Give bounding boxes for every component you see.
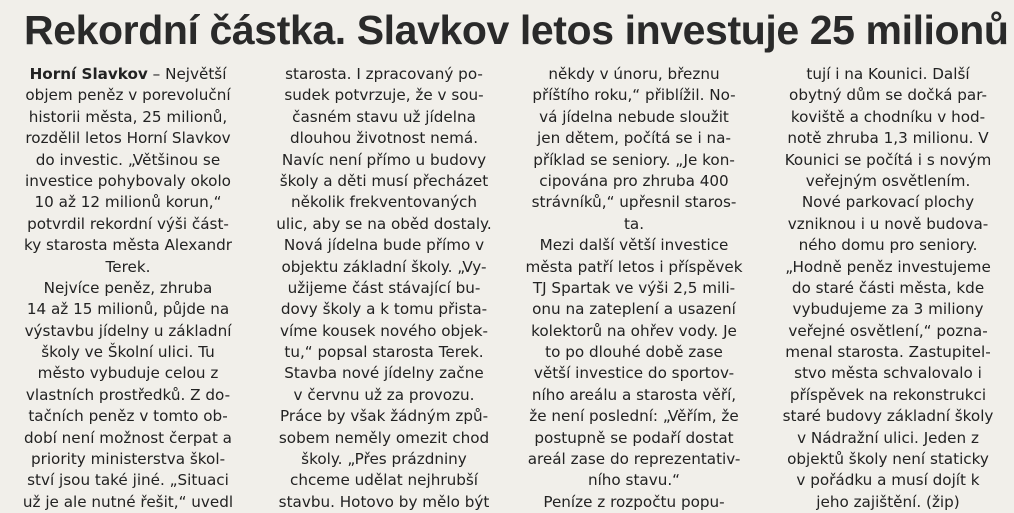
article-line: jeho zajištění. (žip) — [816, 492, 960, 511]
article-line: rozdělil letos Horní Slavkov — [25, 129, 231, 148]
article-line: časném stavu už jídelna — [292, 107, 476, 126]
article-line-text: – Největší — [147, 65, 227, 83]
article-column-4 — [770, 64, 1006, 513]
article-line: objektu základní školy. „Vy- — [281, 257, 487, 276]
article-line: staré budovy základní školy — [782, 407, 994, 426]
article-line: několik frekventovaných — [290, 193, 478, 212]
article-line: někdy v únoru, březnu — [548, 65, 720, 83]
article-line: tují i na Kounici. Další — [806, 65, 970, 83]
article-line: tu,“ popsal starosta Terek. — [284, 343, 484, 362]
article-line: dovy školy a k tomu přista- — [280, 300, 488, 319]
article-line: chceme udělat nejhrubší — [289, 471, 478, 490]
article-line: vzniknou i u nově budova- — [787, 214, 989, 233]
article-line: veřejným osvětlením. — [805, 171, 971, 190]
headline-divider — [0, 57, 1014, 58]
article-line: „Hodně peněz investujeme — [785, 257, 991, 276]
article-line: jen dětem, počítá se i na- — [537, 129, 731, 148]
article-line: stvo města schvalovalo i — [794, 364, 982, 383]
article-line: Terek. — [105, 257, 151, 276]
article-line: už je ale nutné řešit,“ uvedl — [22, 492, 234, 511]
article-line: dobí není možnost čerpat a — [24, 428, 232, 447]
article-line: školy a děti musí přecházet — [279, 171, 489, 190]
article-line: ta. — [623, 214, 645, 233]
article-line: stavbu. Hotovo by mělo být — [278, 492, 490, 511]
article-line: město vybuduje celou z — [37, 364, 219, 383]
article-line: ství jsou také jiné. „Situaci — [27, 471, 229, 490]
article-column-2 — [264, 64, 504, 513]
article-line: města patří letos i příspěvek — [525, 257, 743, 276]
article-line: strávníků,“ upřesnil staros- — [531, 193, 737, 212]
article-line: veřejné osvětlení,“ pozna- — [788, 321, 988, 340]
article-line: vlastních prostředků. Z do- — [25, 385, 231, 404]
article-line: to po dlouhé době zase — [545, 343, 723, 362]
article-line: 14 až 15 milionů, půjde na — [26, 300, 230, 319]
article-column-1 — [6, 64, 250, 513]
article-line: víme kousek nového objek- — [280, 321, 488, 340]
article-line: příštího roku,“ přiblížil. No- — [532, 86, 736, 105]
article-line: postupně se podaří dostat — [534, 428, 734, 447]
article-line: školy ve Školní ulici. Tu — [41, 343, 215, 362]
article-line: kolektorů na ohřev vody. Je — [531, 321, 737, 340]
article-line: Navíc není přímo u budovy — [281, 150, 487, 169]
article-headline: Rekordní částka. Slavkov letos investuje 25 milionů — [24, 7, 1009, 53]
byline-place: Horní Slavkov — [29, 65, 148, 83]
article-line: notě zhruba 1,3 milionu. V — [787, 129, 989, 148]
article-line: historii města, 25 milionů, — [28, 107, 228, 126]
article-line: vá jídelna nebude sloužit — [539, 107, 729, 126]
article-line: onu na zateplení a usazení — [532, 300, 736, 319]
article-line: objem peněz v porevoluční — [25, 86, 231, 105]
article-line: příklad se seniory. „Je kon- — [533, 150, 735, 169]
article-line: starosta. I zpracovaný po- — [285, 65, 483, 83]
article-line: 10 až 12 milionů korun,“ — [34, 193, 222, 212]
article-line — [6, 64, 250, 85]
article-line: Nové parkovací plochy — [801, 193, 975, 212]
article-line: tačních peněz v tomto ob- — [28, 407, 228, 426]
article-line: větší investice do sportov- — [533, 364, 735, 383]
article-line: ulic, aby se na oběd dostaly. — [276, 214, 492, 233]
article-line: Nejvíce peněz, zhruba — [43, 278, 213, 297]
article-line: Kounici se počítá i s novým — [784, 150, 992, 169]
article-line: investice pohybovaly okolo — [25, 171, 231, 190]
article-line: ního stavu.“ — [587, 471, 681, 490]
article-line: sobem neměly omezit chod — [278, 428, 490, 447]
article-line: příspěvek na rekonstrukci — [789, 385, 987, 404]
article-line: menal starosta. Zastupitel- — [785, 343, 991, 362]
article-line: v pořádku a musí dojít k — [796, 471, 980, 490]
article-line: dlouhou životnost nemá. — [289, 129, 479, 148]
article-line: ného domu pro seniory. — [798, 236, 978, 255]
article-line: školy. „Přes prázdniny — [301, 450, 467, 469]
article-line: v červnu už za provozu. — [293, 385, 475, 404]
article-line: sudek potvrzuje, že v sou- — [284, 86, 484, 105]
article-column-3 — [514, 64, 754, 513]
article-line: obytný dům se dočká par- — [789, 86, 987, 105]
article-line: cipována pro zhruba 400 — [539, 171, 729, 190]
article-line: užijeme část stávající bu- — [287, 278, 481, 297]
article-line: areál zase do reprezentativ- — [527, 450, 741, 469]
article-line: v Nádražní ulici. Jeden z — [797, 428, 979, 447]
article-line: vybudujeme za 3 miliony — [792, 300, 984, 319]
article-line: TJ Spartak ve výši 2,5 mili- — [532, 278, 736, 297]
article-line: Nová jídelna bude přímo v — [283, 236, 485, 255]
article-line: potvrdil rekordní výši část- — [27, 214, 229, 233]
article-line: Stavba nové jídelny začne — [284, 364, 484, 383]
article-line: Práce by však žádným způ- — [279, 407, 489, 426]
article-line: Mezi další větší investice — [539, 236, 729, 255]
article-line: koviště a chodníku v hod- — [790, 107, 986, 126]
article-line: Peníze z rozpočtu popu- — [543, 492, 725, 511]
article-line: objektů školy není staticky — [787, 450, 989, 469]
article-line: výstavbu jídelny u základní — [24, 321, 232, 340]
article-line: ního areálu a starosta věří, — [531, 385, 737, 404]
article-line: priority ministerstva škol- — [30, 450, 226, 469]
article-line: že není poslední: „Věřím, že — [529, 407, 739, 426]
article-line: do investic. „Většinou se — [35, 150, 221, 169]
article-line: ky starosta města Alexandr — [23, 236, 233, 255]
article-line: do staré části města, kde — [791, 278, 985, 297]
